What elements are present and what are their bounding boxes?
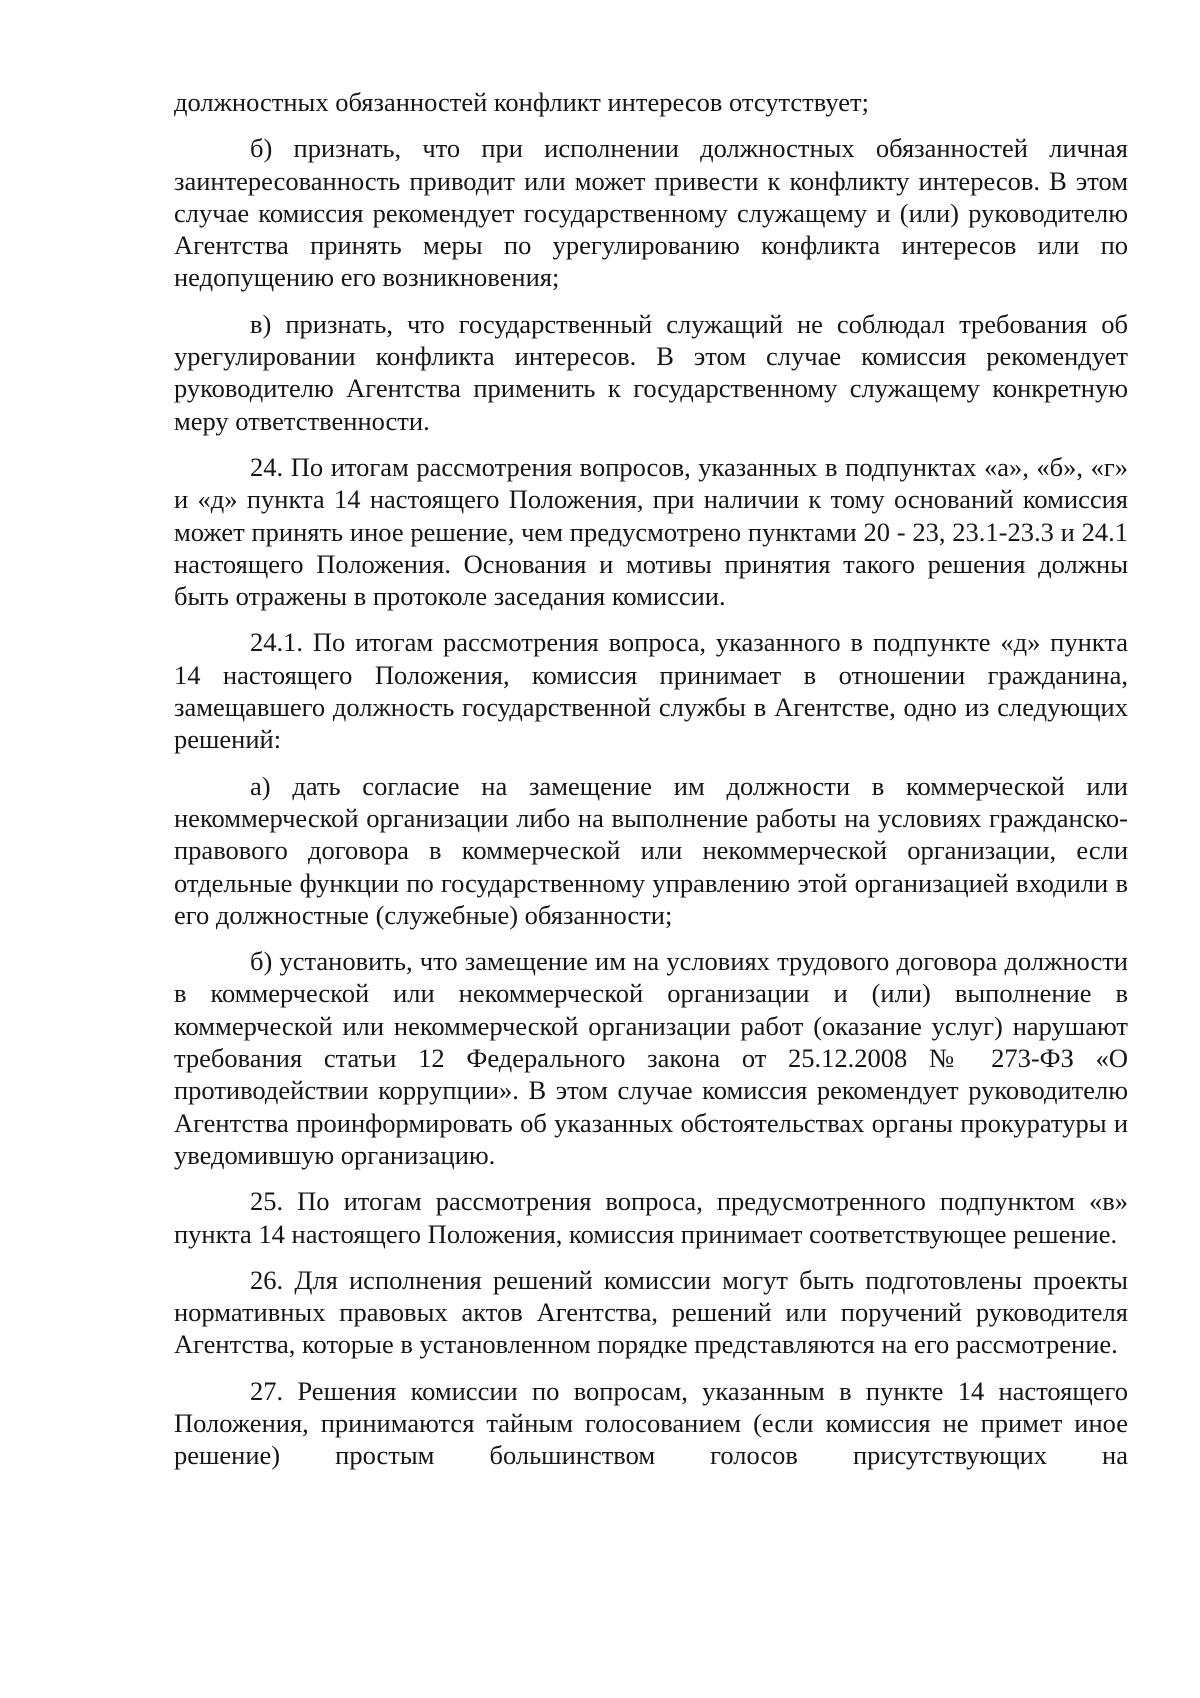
paragraph-7: б) установить, что замещение им на условиях трудового договора должности в коммерческой или некоммерческой организации и (или) выполнение в коммерческой или некоммерческой организации работ (оказание услуг) нарушают требования статьи 12 Федерального закона от 25.12.2008 № 273-ФЗ «О противодействии коррупции». В этом случае комиссия рекомендует руководителю Агентства проинформировать об указанных обстоятельствах органы прокуратуры и уведомившую организацию. (174, 946, 1128, 1170)
paragraph-3: в) признать, что государственный служащий не соблюдал требования об урегулировании конфликта интересов. В этом случае комиссия рекомендует руководителю Агентства применить к государственному служащему конкретную меру ответственности. (174, 308, 1128, 436)
document-page (174, 86, 1128, 1472)
paragraph-6: а) дать согласие на замещение им должности в коммерческой или некоммерческой организации либо на выполнение работы на условиях гражданско-правового договора в коммерческой или некоммерческой организации, если отдельные функции по государственному управлению этой организацией входили в его должностные (служебные) обязанности; (174, 770, 1128, 930)
paragraph-5: 24.1. По итогам рассмотрения вопроса, указанного в подпункте «д» пункта 14 настоящего Положения, комиссия принимает в отношении гражданина, замещавшего должность государственной службы в Агентстве, одно из следующих решений: (174, 627, 1128, 755)
paragraph-4: 24. По итогам рассмотрения вопросов, указанных в подпунктах «а», «б», «г» и «д» пункта 14 настоящего Положения, при наличии к тому оснований комиссия может принять иное решение, чем предусмотрено пунктами 20 - 23, 23.1-23.3 и 24.1 настоящего Положения. Основания и мотивы принятия такого решения должны быть отражены в протоколе заседания комиссии. (174, 451, 1128, 612)
paragraph-9: 26. Для исполнения решений комиссии могут быть подготовлены проекты нормативных правовых актов Агентства, решений или поручений руководителя Агентства, которые в установленном порядке представляются на его рассмотрение. (174, 1264, 1128, 1360)
paragraph-1: должностных обязанностей конфликт интересов отсутствует; (174, 87, 869, 117)
paragraph-2: б) признать, что при исполнении должностных обязанностей личная заинтересованность приводит или может привести к конфликту интересов. В этом случае комиссия рекомендует государственному служащему и (или) руководителю Агентства принять меры по урегулированию конфликта интересов или по недопущению его возникновения; (174, 133, 1128, 293)
paragraph-10: 27. Решения комиссии по вопросам, указанным в пункте 14 настоящего Положения, принимаются тайным голосованием (если комиссия не примет иное решение) простым большинством голосов присутствующих на (174, 1375, 1128, 1471)
paragraph-8: 25. По итогам рассмотрения вопроса, предусмотренного подпунктом «в» пункта 14 настоящего Положения, комиссия принимает соответствующее решение. (174, 1186, 1128, 1249)
